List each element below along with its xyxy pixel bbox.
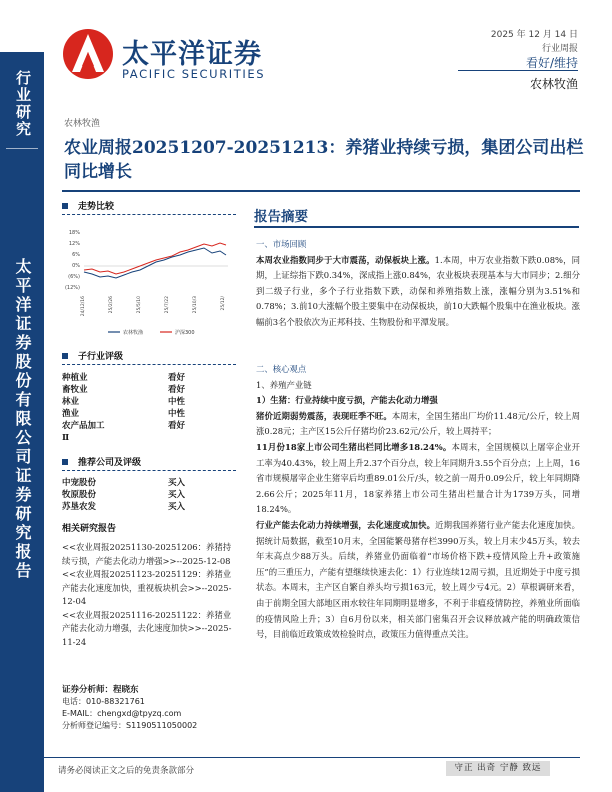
- title-rule: [62, 190, 580, 192]
- section-heading: 一、市场回顾: [256, 239, 307, 249]
- sub-rating-name: Ⅱ: [62, 433, 70, 443]
- hog-heading: 1）生猪：行业持续中度亏损，产能去化动力增强: [256, 395, 438, 406]
- company-rule: [62, 470, 236, 471]
- analyst-email[interactable]: E-MAIL：chengxd@tpyzq.com: [62, 709, 182, 718]
- sub-rating-name: 畜牧业: [62, 385, 88, 395]
- sub-rating-name: 农产品加工: [62, 421, 105, 431]
- series-line-hs300: [84, 243, 226, 274]
- trend-rule: [62, 214, 236, 215]
- x-tick: 25/10/3: [193, 296, 198, 314]
- y-tick: 12%: [68, 241, 80, 247]
- side-band-divider: [6, 148, 38, 149]
- x-tick: 25/2/26: [109, 296, 114, 314]
- bullet-square: [62, 459, 68, 465]
- company-rating: 买入: [168, 502, 186, 512]
- core-view-section: [256, 362, 580, 643]
- subsection-heading: 1、养殖产业链: [256, 379, 312, 390]
- legend-label-hs300: 沪深300: [175, 330, 195, 336]
- related-report-link[interactable]: <<农业周报20251116-20251122：养猪业产能去化动力增强，去化速度加快>>--2025-11-24: [62, 609, 232, 647]
- x-tick: 25/7/22: [165, 296, 170, 314]
- logo-icon: [62, 28, 114, 80]
- industry-rating: 看好/维持: [525, 56, 578, 70]
- logo-text-en: PACIFIC SECURITIES: [122, 67, 266, 81]
- y-tick: (12%): [64, 285, 80, 291]
- topic-label: 农林牧渔: [64, 119, 101, 129]
- hog-paragraph-3: 行业产能去化动力持续增强，去化速度或加快。近期我国养猪行业产能去化速度加快。据统计局数据，截至10月末，全国能繁母猪存栏3990万头，较上月末少45万头，较去年末高点少88万头。后续，养猪业仍面临着“市场价格下跌+疫情风险上升+政策施压”的三重压力，产能有望继续快速去化：1）行业连续12周亏损，且近期处于中度亏损状态。本周末，主产区自繁自养头均亏损163元，较上周少亏4元。2）草根调研来看，由于前期全国大部地区雨水较往年同期明显增多，不利于非瘟疫情防控，养殖业所面临的疫情风险上升；3）自6月份以来，相关部门密集召开会议释放减产能的明确政策信号，目前临近政策成效检验时点，政策压力值得重点关注。: [256, 519, 581, 640]
- hog-paragraph-1: 猪价近期弱势震荡，表现旺季不旺。本周末，全国生猪出厂均价11.48元/公斤，较上周涨0.28元；主产区15公斤仔猪均价23.62元/公斤，较上周持平；: [256, 410, 580, 437]
- report-date: 2025 年 12 月 14 日: [490, 30, 578, 40]
- y-tick: (6%): [68, 274, 80, 280]
- footer-rule: [44, 757, 580, 758]
- related-reports-list: [62, 541, 238, 649]
- hog-paragraph-2: 11月份18家上市公司生猪出栏同比增多18.24%。本周末，全国规模以上屠宰企业开工率为40.43%，较上周上升2.37个百分点，较上年同期升3.55个百分点；上上周，16省市规模屠宰企业生猪宰后均重89.01公斤/头，较之前一周升0.09公斤，较上年同期降2.66公斤；2025年11月，18家养猪上市公司生猪出栏量合计为1739万头，同增18.24%。: [256, 441, 580, 515]
- logo-text-cn: 太平洋证券: [122, 39, 262, 70]
- summary-title: 报告摘要: [254, 209, 308, 225]
- sub-rating-value: 中性: [168, 397, 186, 407]
- footer-disclaimer: 请务必阅读正文之后的免责条款部分: [58, 766, 195, 776]
- company-heading: 推荐公司及评级: [62, 455, 141, 468]
- page-title: 农业周报20251207-20251213：养猪业持续亏损，集团公司出栏同比增长: [64, 138, 584, 182]
- side-band-bottom-text: 太平洋证券股份有限公司证券研究报告: [13, 258, 32, 581]
- x-tick: 25/5/10: [137, 296, 142, 314]
- sub-rating-rule: [62, 364, 236, 365]
- trend-heading: 走势比较: [62, 199, 114, 212]
- market-review-section: [256, 237, 580, 331]
- company-name: 牧原股份: [62, 490, 97, 500]
- related-heading: 相关研究报告: [62, 524, 117, 534]
- sub-rating-value: 看好: [168, 421, 186, 431]
- y-tick: 0%: [72, 263, 80, 269]
- related-report-link[interactable]: <<农业周报20251130-20251206：养猪持续亏损，产能去化动力增强>>--2025-12-08: [62, 542, 232, 566]
- y-tick: 6%: [72, 252, 80, 258]
- industry-name: 农林牧渔: [529, 77, 578, 91]
- x-tick: 24/12/16: [81, 296, 86, 317]
- series-line-agri: [84, 248, 226, 278]
- side-band-top-text: 行业研究: [14, 70, 32, 138]
- market-review-paragraph: 本周农业指数同步于大市震荡，动保板块上涨。1.本周，申万农业指数下跌0.08%，同期，上证综指下跌0.34%，深成指上涨0.84%，农业板块表现基本与大市同步；2.细分到二级子行业，多个子行业指数下跌，动保和养殖指数上涨，涨幅分别为3.51%和0.78%；3.前10大涨幅个股主要集中在动保板块，前10大跌幅个股集中在渔业板块。涨幅前3名个股依次为正邦科技、生物股份和平潭发展。: [256, 254, 580, 327]
- company-name: 苏垦农发: [62, 502, 97, 512]
- company-name: 中宠股份: [62, 478, 97, 488]
- sub-rating-value: 看好: [168, 373, 186, 383]
- analyst-name: 证券分析师：程晓东: [62, 685, 139, 695]
- sub-rating-name: 渔业: [62, 409, 80, 419]
- analyst-cert: 分析师登记编号：S1190511050002: [62, 721, 198, 730]
- company-rating: 买入: [168, 490, 186, 500]
- analyst-phone: 电话：010-88321761: [62, 697, 145, 706]
- sub-rating-value: 看好: [168, 385, 186, 395]
- sub-rating-value: 中性: [168, 409, 186, 419]
- sub-rating-name: 种植业: [62, 373, 88, 383]
- bullet-square: [62, 203, 68, 209]
- company-rating: 买入: [168, 478, 186, 488]
- sub-rating-name: 林业: [62, 397, 80, 407]
- sub-rating-heading: 子行业评级: [62, 349, 123, 362]
- section-heading: 二、核心观点: [256, 364, 307, 374]
- summary-rule: [254, 226, 579, 228]
- analyst-block: [62, 684, 238, 732]
- y-tick: 18%: [68, 230, 80, 236]
- header-divider: [458, 70, 578, 71]
- x-tick: 25/12/: [221, 296, 226, 311]
- bullet-square: [62, 353, 68, 359]
- trend-chart: [62, 222, 238, 342]
- report-type: 行业周报: [541, 44, 578, 54]
- legend-label-agri: 农林牧渔: [123, 330, 144, 336]
- related-report-link[interactable]: <<农业周报20251123-20251129：养猪业产能去化速度加快，重视板块机会>>--2025-12-04: [62, 569, 232, 606]
- footer-motto: 守正 出奇 宁静 致远: [446, 761, 550, 776]
